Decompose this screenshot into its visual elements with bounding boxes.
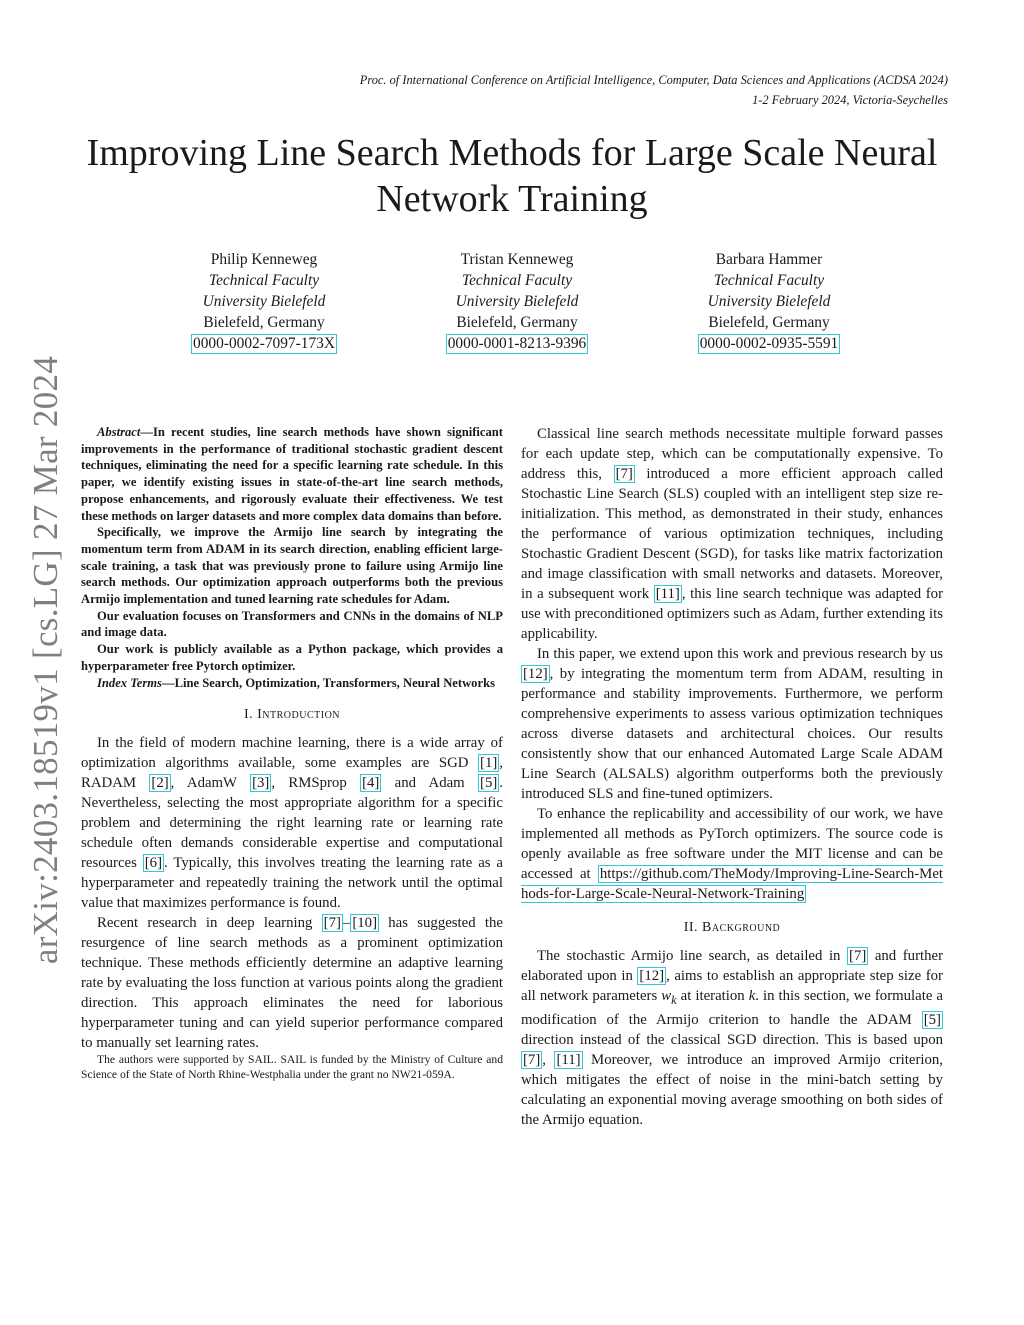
paragraph: Classical line search methods necessitate multiple forward passes for each update step, which can be computationally expensive. To address this, [7] introduced a more efficient approach called Stochastic Line Search (SLS) coupled with an intelligent step size re-initialization. This method, as demonstrated in their study, enhances the performance of various optimization techniques, including Stochastic Gradient Descent (SGD), for tasks like matrix factorization and image classification with small networks and datasets. Moreover, in a subsequent work [11] , this line search technique was adapted for use with preconditioned optimizers such as Adam, further extending its applicability. xyxy=(521,426,944,642)
author-univ: University Bielefeld xyxy=(707,293,831,310)
author-3 xyxy=(639,249,899,354)
abstract xyxy=(81,424,503,691)
author-location: Bielefeld, Germany xyxy=(456,314,578,331)
math-symbol-w: $w_k$ xyxy=(661,988,677,1007)
author-univ: University Bielefeld xyxy=(455,293,579,310)
abstract-paragraph: Abstract—In recent studies, line search methods have shown significant improvements in the performance of traditional stochastic gradient descent techniques, eliminating the need for a specific learning rate schedule. In this paper, we identify existing issues in state-of-the-art line search methods, propose enhancements, and rigorously evaluate their effectiveness. We test these methods on larger datasets and more complex data domains than before. xyxy=(81,425,503,523)
citation-link[interactable]: [11] xyxy=(556,1051,581,1068)
citation-link[interactable]: [10] xyxy=(352,915,377,932)
citation-link[interactable]: [5] xyxy=(480,775,498,792)
index-terms-label: Index Terms xyxy=(97,675,162,690)
section-title-background: II. Background xyxy=(683,920,781,935)
orcid-link[interactable]: 0000-0002-7097-173X xyxy=(193,335,335,352)
section-title-introduction: I. Introduction xyxy=(243,707,341,723)
citation-link[interactable]: [7] xyxy=(323,915,341,932)
citation-link[interactable]: [7] xyxy=(523,1051,541,1068)
citation-link[interactable]: [12] xyxy=(523,666,548,682)
citation-link[interactable]: [4] xyxy=(362,775,380,792)
abstract-paragraph: Our work is publicly available as a Python package, which provides a hyperparameter free Pytorch optimizer. xyxy=(81,642,503,673)
footnote: The authors were supported by SAIL. SAIL is funded by the Ministry of Culture and Science of the State of North Rhine-Westphalia under the grant no NW21-059A. xyxy=(81,1053,503,1081)
citation-link[interactable]: [12] xyxy=(639,968,665,984)
citation-link[interactable]: [3] xyxy=(252,775,270,792)
author-name: Philip Kenneweg xyxy=(210,251,318,268)
conference-header xyxy=(248,70,948,110)
citation-link[interactable]: [2] xyxy=(151,775,169,792)
arxiv-identifier: arXiv:2403.18519v1 [cs.LG] 27 Mar 2024 xyxy=(26,355,65,965)
paragraph: Recent research in deep learning [7] – [10] has suggested the resurgence of line search methods as a prominent optimization technique. These methods efficiently determine an adaptive learning rate by evaluating the loss function at various points along the gradient direction. This approach eliminates the need for laborious hyperparameter tuning and can yield superior performance compared to manually set learning rates. xyxy=(81,915,503,1052)
author-2 xyxy=(387,249,647,354)
citation-link[interactable]: [7] xyxy=(849,948,867,964)
citation-link[interactable]: [1] xyxy=(480,755,498,772)
author-1 xyxy=(134,249,394,354)
orcid-link[interactable]: 0000-0001-8213-9396 xyxy=(447,335,587,352)
paragraph: The stochastic Armijo line search, as detailed in [7] and further elaborated upon in [12] , aims to establish an appropriate step size for all network parameters $w_k$ at iteration k. in this section, we formulate a modification of the Armijo criterion to handle the ADAM [5] direction instead of the classical SGD direction. This is based upon [7] , [11] Moreover, we introduce an improved Armijo criterion, which mitigates the effect of noise in the mini-batch setting by calculating an exponential moving average smoothing on both sides of the Armijo equation. xyxy=(521,948,943,1128)
author-name: Barbara Hammer xyxy=(715,251,823,268)
abstract-paragraph: Specifically, we improve the Armijo line search by integrating the momentum term from ADAM in its search direction, enabling efficient large-scale training, a task that was previously prone to failure using Armijo line search methods. Our optimization approach outperforms both the previous Armijo implementation and tuned learning rate schedules for Adam. xyxy=(81,525,503,607)
math-symbol-k: k xyxy=(748,988,756,1004)
author-location: Bielefeld, Germany xyxy=(203,314,325,331)
author-univ: University Bielefeld xyxy=(202,293,326,310)
paragraph: In the field of modern machine learning, there is a wide array of optimization algorithms available, some examples are SGD [1] , RADAM [2] , AdamW [3] , RMSprop [4] and Adam [5] . Nevertheless, selecting the most appropriate algorithm for a specific problem and determining the right learning rate or learning rate schedule often demands considerable expertise and computational resources [6] . Typically, this involves treating the learning rate as a hyperparameter and repeatedly training the network until the optimal value that maximizes performance is found. xyxy=(81,735,503,912)
orcid-link[interactable]: 0000-0002-0935-5591 xyxy=(699,335,839,352)
citation-link[interactable]: [7] xyxy=(615,466,633,482)
citation-link[interactable]: [5] xyxy=(923,1011,941,1028)
conference-line-1: Proc. of International Conference on Artificial Intelligence, Computer, Data Sciences and Applications (ACDSA 2024) xyxy=(359,73,948,87)
abstract-label: Abstract xyxy=(97,425,141,439)
github-link[interactable]: https://github.com/TheMody/Improving-Line-Search-Methods-for-Large-Scale-Neural-Network-Training xyxy=(521,866,943,902)
left-column xyxy=(81,424,503,1083)
conference-line-2: 1-2 February 2024, Victoria-Seychelles xyxy=(752,93,948,107)
author-dept: Technical Faculty xyxy=(461,272,573,289)
paper-title: Improving Line Search Methods for Large Scale Neural Network Training xyxy=(86,132,938,220)
abstract-paragraph: Our evaluation focuses on Transformers and CNNs in the domains of NLP and image data. xyxy=(81,608,503,640)
author-location: Bielefeld, Germany xyxy=(708,314,830,331)
citation-link[interactable]: [6] xyxy=(144,855,163,872)
author-dept: Technical Faculty xyxy=(713,272,825,289)
author-dept: Technical Faculty xyxy=(208,272,320,289)
right-column xyxy=(521,424,943,1130)
paragraph: In this paper, we extend upon this work and previous research by us [12] , by integrating the momentum term from ADAM, resulting in performance and stability improvements. Furthermore, we perform comprehensive experiments to assess various optimization techniques across diverse datasets and architectural choices. Our results consistently show that our enhanced Automated Large Scale ADAM Line Search (ALSALS) algorithm outperforms both the previously introduced SLS and fine-tuned optimizers. xyxy=(521,646,943,802)
index-terms: Index Terms—Line Search, Optimization, Transformers, Neural Networks xyxy=(97,675,495,690)
author-name: Tristan Kenneweg xyxy=(460,251,574,268)
paragraph: To enhance the replicability and accessibility of our work, we have implemented all methods as PyTorch optimizers. The source code is openly available as free software under the MIT license and can be accessed at https://github.com/TheMody/Improving-Line-Search-Methods-for-Large-Scale-Neural-Network-Training xyxy=(521,806,943,902)
citation-link[interactable]: [11] xyxy=(655,586,680,602)
